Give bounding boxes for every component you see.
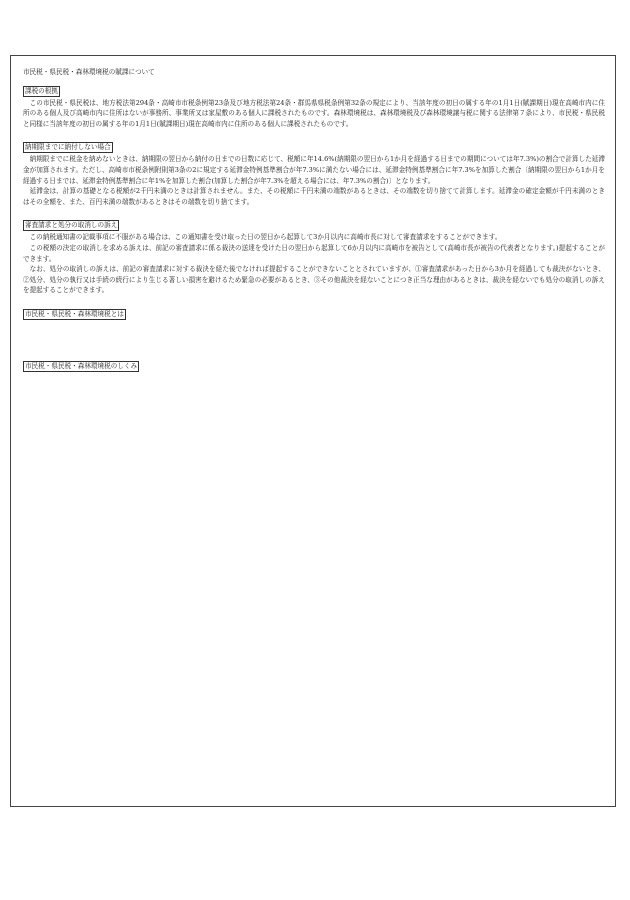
section-paragraph: 延滞金は、計算の基礎となる税額が2千円未満のときは計算されません。また、その税額に千円未満の端数があるときは、その端数を切り捨てて計算します。延滞金の確定金額が千円未満のときはその全額を、また、百円未満の端数があるときはその端数を切り捨てます。 (23, 187, 605, 206)
link-about-tax[interactable]: 市民税・県民税・森林環境税とは (25, 309, 124, 318)
section-paragraph: この納税通知書の記載事項に不服がある場合は、この通知書を受け取った日の翌日から起算して3か月以内に高崎市長に対して審査請求をすることができます。 (29, 233, 502, 242)
section-heading-late-payment: 納期限までに納付しない場合 (25, 143, 111, 152)
section-paragraph: この税額の決定の取消しを求める訴えは、前記の審査請求に係る裁決の送達を受けた日の翌日から起算して6か月以内に高崎市を被告として(高崎市長が被告の代表者となります。)提起することができます。 (23, 243, 605, 263)
section-paragraph: この市民税・県民税は、地方税法第294条・高崎市市税条例第23条及び地方税法第24条・群馬県県税条例第32条の規定により、当該年度の初日の属する年の1月1日(賦課期日)現在高崎市内に住所のある個人及び高崎市内に住所はないが事務所、事業所又は家屋敷のある個人に課税されたものです。森林環境税は、森林環境税及び森林環境譲与税に関する法律第７条により、市民税・県民税と同様に当該年度の初日の属する年の1月1日(賦課期日)現在高崎市内に住所のある個人に課税されたものです。 (23, 98, 605, 128)
document-title: 市民税・県民税・森林環境税の賦課について (23, 68, 155, 76)
section-heading-tax-basis: 課税の根拠 (25, 86, 58, 95)
link-block-mechanism (23, 361, 605, 373)
document-content (23, 67, 605, 373)
section-paragraph: 納期限までに税金を納めないときは、納期限の翌日から納付の日までの日数に応じて、税額に年14.6%(納期限の翌日から1か月を経過する日までの期間については年7.3%)の割合で計算した延滞金が加算されます。ただし、高崎市市税条例附則第3条の2に規定する延滞金特例基準割合が年7.3%に満たない場合には、延滞金特例基準割合に年7.3%を加算した割合〔納期限の翌日から1か月を経過する日までは、延滞金特例基準割合に年1%を加算した割合(加算した割合が年7.3%を超える場合には、年7.3%の割合)〕となります。 (23, 155, 605, 185)
section-tax-basis (23, 86, 605, 130)
link-tax-mechanism[interactable]: 市民税・県民税・森林環境税のしくみ (25, 361, 138, 370)
section-paragraph: なお、処分の取消しの訴えは、前記の審査請求に対する裁決を経た後でなければ提起することができないこととされていますが、①審査請求があった日から3か月を経過しても裁決がないとき、②処分、処分の執行又は手続の続行により生じる著しい損害を避けるため緊急の必要があるとき、③その他裁決を経ないことにつき正当な理由があるときは、裁決を経ないでも処分の取消しの訴えを提起することができます。 (23, 265, 605, 295)
section-appeal (23, 220, 605, 296)
link-block-about (23, 309, 605, 321)
document-page (10, 55, 616, 807)
section-heading-appeal: 審査請求と処分の取消しの訴え (25, 221, 118, 230)
section-late-payment (23, 142, 605, 207)
